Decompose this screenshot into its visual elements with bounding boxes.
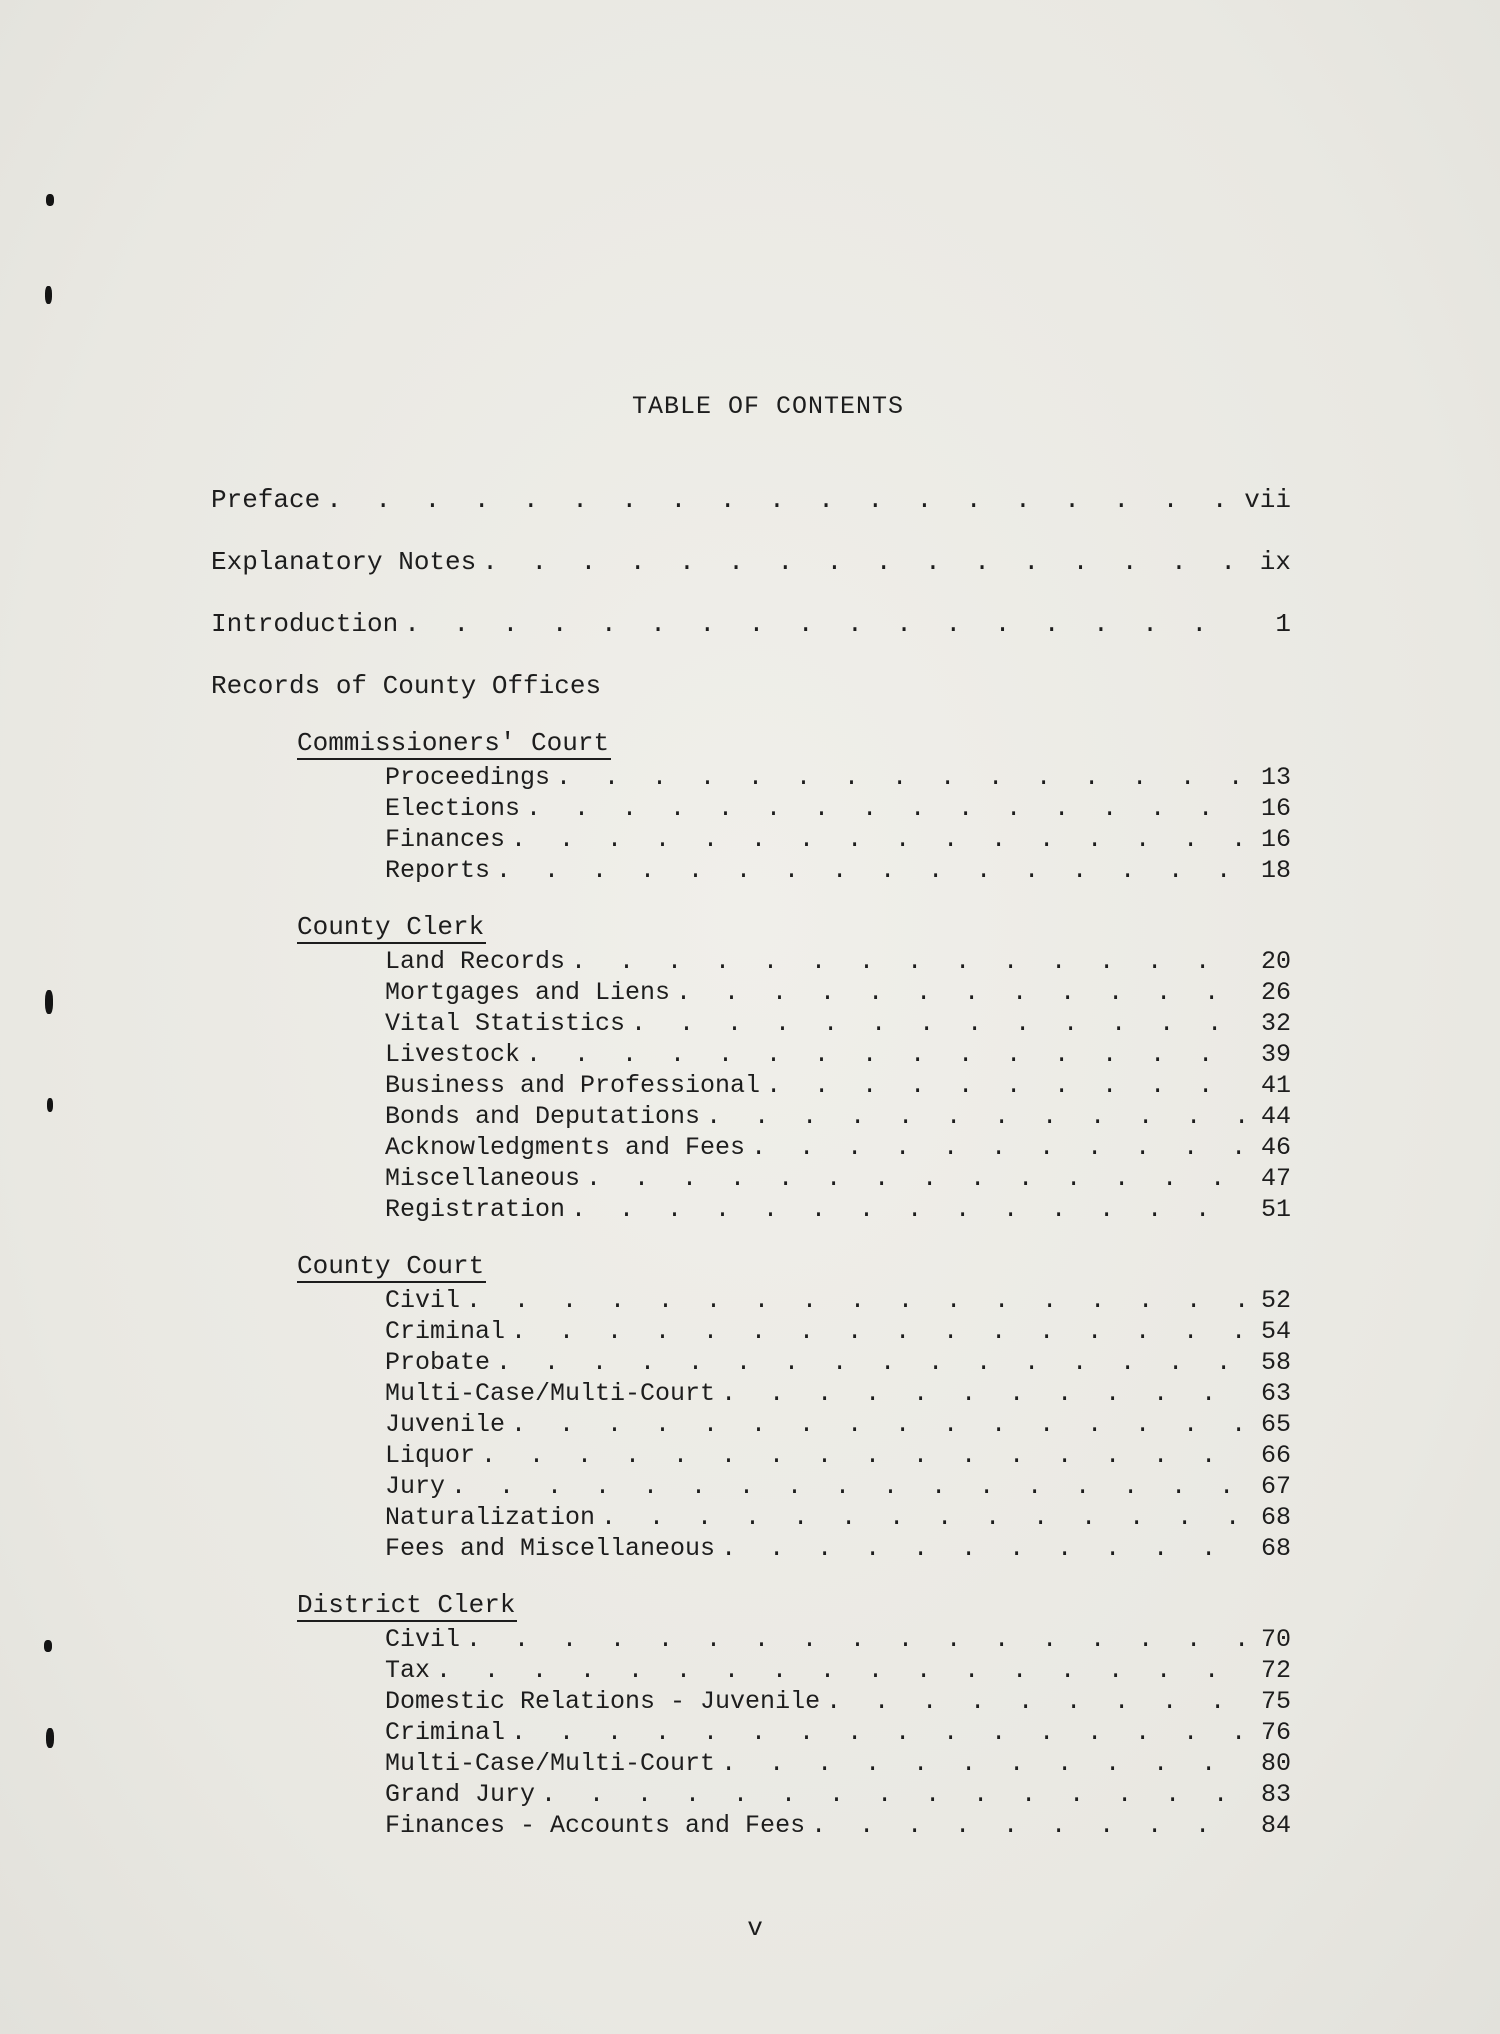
dot-leader [586,1163,1245,1194]
dot-leader [721,1533,1245,1564]
entry-label: Registration [385,1195,566,1224]
toc-entry[interactable] [385,1717,1291,1748]
toc-entry[interactable] [385,1347,1291,1378]
entry-page: 16 [1260,794,1291,823]
entry-label: Land Records [385,947,566,976]
toc-entry-introduction[interactable] [211,604,1291,666]
toc-entry[interactable] [385,1378,1291,1409]
dot-leader [631,1008,1245,1039]
dot-leader [482,542,1245,582]
entry-label: Juvenile [385,1410,506,1439]
entry-label: Finances [385,825,506,854]
entry-page: 68 [1260,1503,1291,1532]
entry-page: 76 [1260,1718,1291,1747]
group-heading: County Clerk [297,912,485,942]
entry-page: 52 [1260,1286,1291,1315]
section-heading: Records of County Offices [211,671,602,701]
entry-label: Vital Statistics [385,1009,626,1038]
group-commissioners-court [297,728,1291,886]
toc-entry[interactable] [385,1686,1291,1717]
entry-label: Domestic Relations - Juvenile [385,1687,821,1716]
entry-page: 20 [1260,947,1291,976]
dot-leader [766,1070,1245,1101]
entry-page: 47 [1260,1164,1291,1193]
dot-leader [511,824,1245,855]
dot-leader [326,480,1238,520]
toc-entry[interactable] [385,1285,1291,1316]
entry-page: 18 [1260,856,1291,885]
entry-label: Proceedings [385,763,551,792]
entry-page: 16 [1260,825,1291,854]
scan-speck [47,1098,53,1112]
entry-label: Business and Professional [385,1071,761,1100]
entry-label: Naturalization [385,1503,596,1532]
group-county-clerk [297,912,1291,1225]
dot-leader [496,1347,1245,1378]
entry-page: 54 [1260,1317,1291,1346]
entry-page: 75 [1260,1687,1291,1716]
entry-label: Civil [385,1625,461,1654]
entry-label: Grand Jury [385,1780,536,1809]
dot-leader [541,1779,1245,1810]
dot-leader [404,604,1245,644]
entry-page: ix [1259,547,1291,577]
toc-entry-preface[interactable] [211,480,1291,542]
page-title: TABLE OF CONTENTS [631,392,905,421]
dot-leader [466,1285,1245,1316]
toc-entry[interactable] [385,855,1291,886]
entry-page: 67 [1260,1472,1291,1501]
entry-page: 68 [1260,1534,1291,1563]
dot-leader [436,1655,1245,1686]
entry-label: Tax [385,1656,431,1685]
page-number-footer: v [747,1913,763,1943]
entry-label: Reports [385,856,491,885]
dot-leader [571,1194,1245,1225]
entry-page: 46 [1260,1133,1291,1162]
group-heading: Commissioners' Court [297,728,610,758]
dot-leader [571,946,1245,977]
dot-leader [556,762,1245,793]
entry-label: Mortgages and Liens [385,978,671,1007]
entry-page: 26 [1260,978,1291,1007]
scan-speck [44,1640,52,1652]
entry-page: 13 [1260,763,1291,792]
toc-entry[interactable] [385,1748,1291,1779]
group-county-court [297,1251,1291,1564]
dot-leader [511,1316,1245,1347]
toc-entry[interactable] [385,824,1291,855]
dot-leader [826,1686,1245,1717]
toc-entry[interactable] [385,762,1291,793]
entry-page: 32 [1260,1009,1291,1038]
entry-page: 51 [1260,1195,1291,1224]
toc-entry-explanatory-notes[interactable] [211,542,1291,604]
dot-leader [451,1471,1245,1502]
entry-label: Acknowledgments and Fees [385,1133,746,1162]
toc-entry[interactable] [385,793,1291,824]
toc-entry[interactable] [385,1194,1291,1225]
toc-entry[interactable] [385,1070,1291,1101]
entry-page: 39 [1260,1040,1291,1069]
group-heading: County Court [297,1251,485,1281]
entry-label: Criminal [385,1317,506,1346]
entry-label: Explanatory Notes [211,547,477,577]
group-heading: District Clerk [297,1590,516,1620]
dot-leader [706,1101,1245,1132]
toc-entry[interactable] [385,1039,1291,1070]
toc-entry[interactable] [385,1655,1291,1686]
dot-leader [496,855,1245,886]
entry-label: Miscellaneous [385,1164,581,1193]
toc-entry[interactable] [385,1101,1291,1132]
scan-speck [46,194,54,206]
dot-leader [676,977,1245,1008]
toc-entry[interactable] [385,1810,1291,1841]
entry-page: 41 [1260,1071,1291,1100]
dot-leader [811,1810,1245,1841]
dot-leader [526,1039,1245,1070]
toc-entry[interactable] [385,1132,1291,1163]
toc-entry[interactable] [385,1779,1291,1810]
entry-page: 65 [1260,1410,1291,1439]
toc-entry[interactable] [385,1624,1291,1655]
entry-page: 44 [1260,1102,1291,1131]
entry-page: 83 [1260,1780,1291,1809]
dot-leader [721,1748,1245,1779]
entry-label: Fees and Miscellaneous [385,1534,716,1563]
dot-leader [511,1409,1245,1440]
entry-page: 80 [1260,1749,1291,1778]
entry-page: 70 [1260,1625,1291,1654]
entry-label: Bonds and Deputations [385,1102,701,1131]
entry-label: Criminal [385,1718,506,1747]
entry-label: Multi-Case/Multi-Court [385,1749,716,1778]
toc-entry[interactable] [385,1409,1291,1440]
toc-entry[interactable] [385,946,1291,977]
toc-entry[interactable] [385,977,1291,1008]
entry-page: 72 [1260,1656,1291,1685]
toc-entry[interactable] [385,1163,1291,1194]
toc-entry[interactable] [385,1502,1291,1533]
entry-label: Civil [385,1286,461,1315]
entry-label: Livestock [385,1040,521,1069]
entry-label: Jury [385,1472,446,1501]
toc-entry[interactable] [385,1533,1291,1564]
dot-leader [466,1624,1245,1655]
scan-speck [46,1728,54,1748]
scan-speck [45,286,52,304]
toc-entry[interactable] [385,1316,1291,1347]
dot-leader [511,1717,1245,1748]
toc-entry[interactable] [385,1471,1291,1502]
toc-entry[interactable] [385,1440,1291,1471]
entry-label: Probate [385,1348,491,1377]
dot-leader [526,793,1245,824]
dot-leader [751,1132,1245,1163]
entry-page: 1 [1275,609,1291,639]
dot-leader [721,1378,1245,1409]
entry-page: 84 [1260,1811,1291,1840]
entry-page: 63 [1260,1379,1291,1408]
entry-label: Introduction [211,609,399,639]
toc-entry[interactable] [385,1008,1291,1039]
entry-page: vii [1244,485,1291,515]
entry-label: Preface [211,485,321,515]
table-of-contents [211,480,1291,1867]
dot-leader [601,1502,1245,1533]
scan-speck [45,990,53,1014]
entry-label: Finances - Accounts and Fees [385,1811,806,1840]
entry-label: Elections [385,794,521,823]
entry-page: 66 [1260,1441,1291,1470]
group-district-clerk [297,1590,1291,1841]
entry-label: Liquor [385,1441,476,1470]
entry-label: Multi-Case/Multi-Court [385,1379,716,1408]
entry-page: 58 [1260,1348,1291,1377]
dot-leader [481,1440,1245,1471]
